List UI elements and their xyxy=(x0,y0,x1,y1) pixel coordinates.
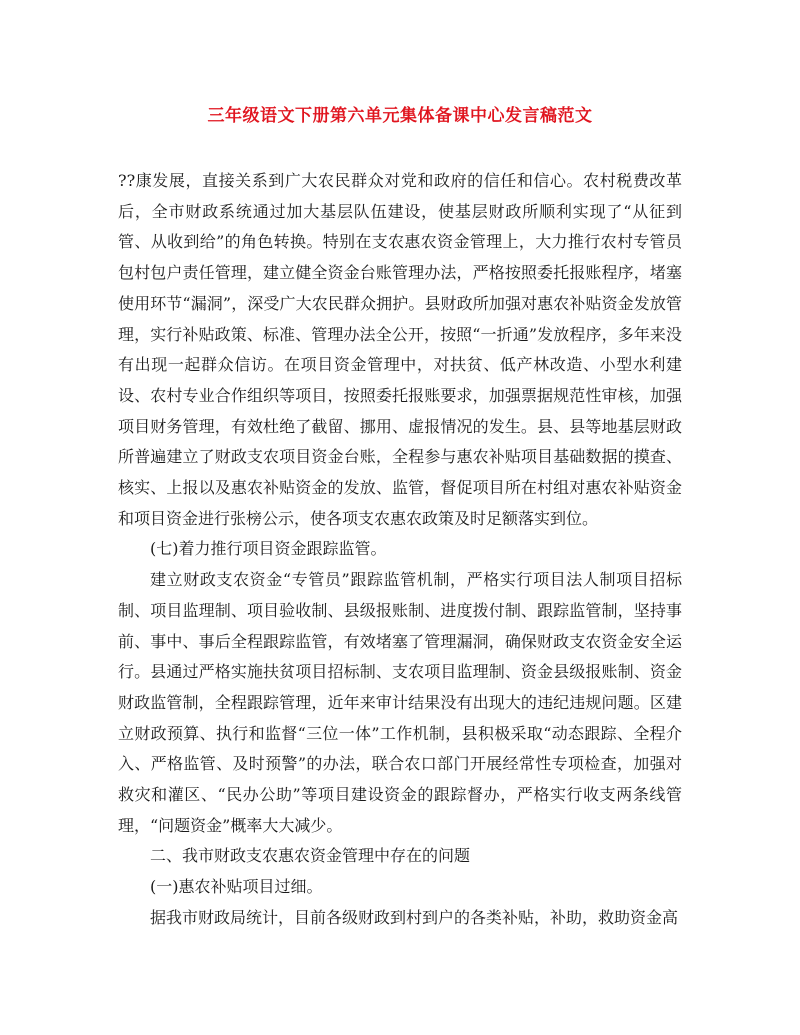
paragraph-tracking-supervision: 建立财政支农资金“专管员”跟踪监管机制，严格实行项目法人制项目招标制、项目监理制、项目验收制、县级报账制、进度拨付制、跟踪监管制，坚持事前、事中、事后全程跟踪监管，有效堵塞了管理漏洞，确保财政支农资金安全运行。县通过严格实施扶贫项目招标制、支农项目监理制、资金县级报账制、资金财政监管制，全程跟踪管理，近年来审计结果没有出现大的违纪违规问题。区建立财政预算、执行和监督“三位一体”工作机制，县积极采取“动态跟踪、全程介入、严格监管、及时预警”的办法，联合农口部门开展经常性专项检查，加强对救灾和灌区、“民办公助”等项目建设资金的跟踪督办，严格实行收支两条线管理，“问题资金”概率大大减少。 xyxy=(118,570,682,835)
paragraph-continuation: ??康发展，直接关系到广大农民群众对党和政府的信任和信心。农村税费改革后，全市财政系统通过加大基层队伍建设，使基层财政所顺利实现了“从征到管、从收到给”的角色转换。特别在支农惠农资金管理上，大力推行农村专管员包村包户责任管理，建立健全资金台账管理办法，严格按照委托报账程序，堵塞使用环节“漏洞”，深受广大农民群众拥护。县财政所加强对惠农补贴资金发放管理，实行补贴政策、标准、管理办法全公开，按照“一折通”发放程序，多年来没有出现一起群众信访。在项目资金管理中，对扶贫、低产林改造、小型水利建设、农村专业合作组织等项目，按照委托报账要求，加强票据规范性审核，加强项目财务管理，有效杜绝了截留、挪用、虚报情况的发生。县、县等地基层财政所普遍建立了财政支农项目资金台账，全程参与惠农补贴项目基础数据的摸查、核实、上报以及惠农补贴资金的发放、监管，督促项目所在村组对惠农补贴资金和项目资金进行张榜公示，使各项支农惠农政策及时足额落实到位。 xyxy=(118,171,682,528)
section-heading-problems: 二、我市财政支农惠农资金管理中存在的问题 xyxy=(150,846,471,866)
paragraph-statistics: 据我市财政局统计，目前各级财政到村到户的各类补贴，补助，救助资金高 xyxy=(150,907,679,927)
document-body xyxy=(118,166,682,934)
document-title: 三年级语文下册第六单元集体备课中心发言稿范文 xyxy=(207,106,593,126)
section-heading-one: (一)惠农补贴项目过细。 xyxy=(150,877,323,897)
section-heading-seven: (七)着力推行项目资金跟踪监管。 xyxy=(150,539,387,559)
